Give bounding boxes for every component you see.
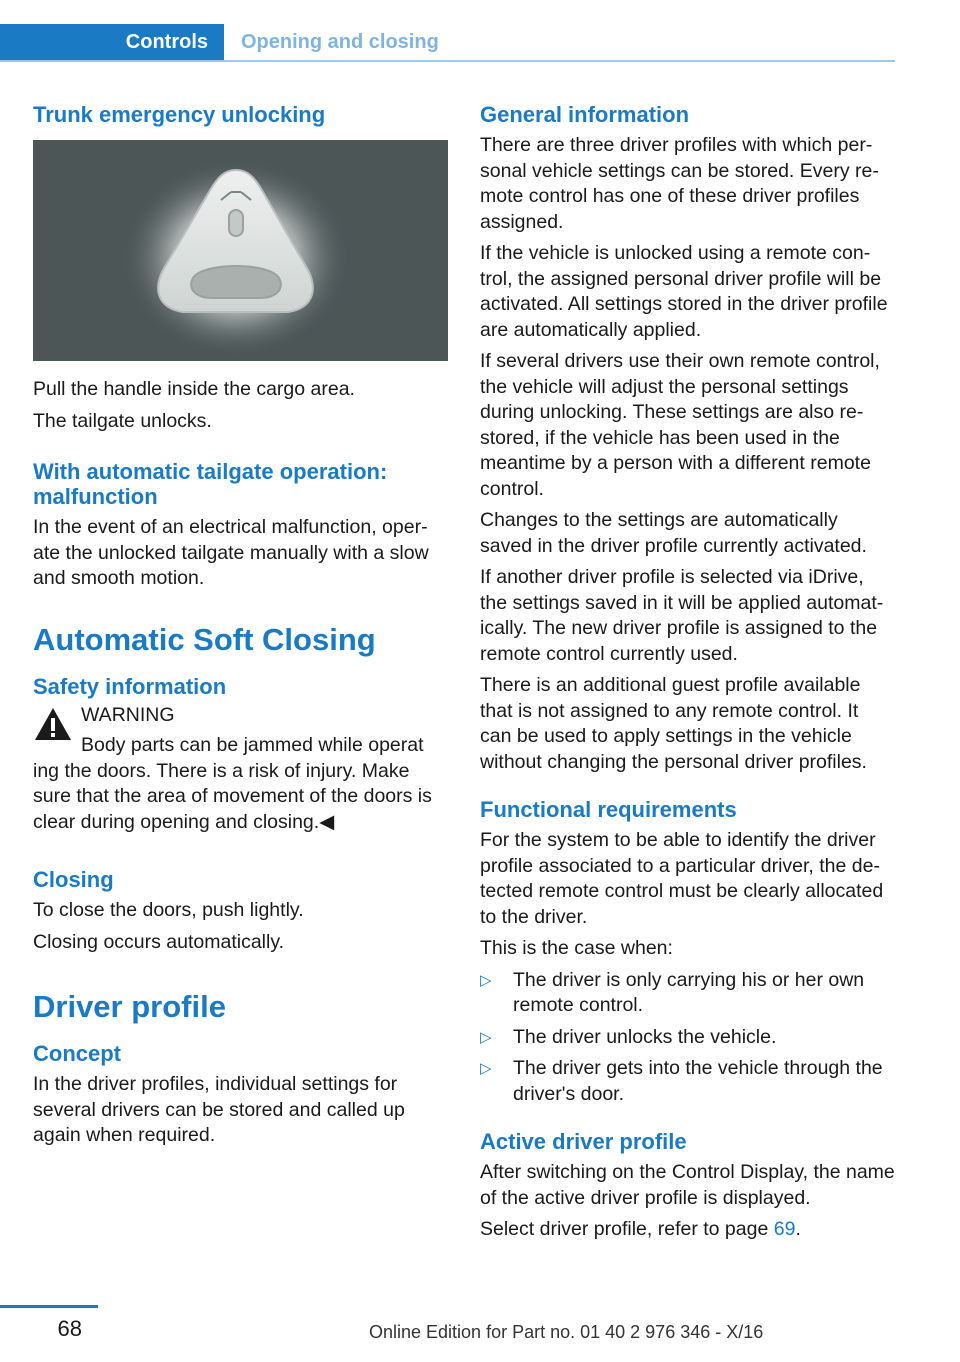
left-column [33, 102, 448, 1149]
closing-paragraph-1: To close the doors, push lightly. [33, 899, 304, 921]
warning-label: WARNING [81, 703, 175, 726]
edition-footer: Online Edition for Part no. 01 40 2 976 346 - X/16 [369, 1322, 764, 1342]
closing-heading: Closing [33, 867, 114, 892]
list-item: ▷ The driver gets into the vehicle through the driver's door. [480, 1057, 883, 1105]
trunk-paragraph-1: Pull the handle inside the cargo area. [33, 378, 355, 400]
general-paragraph-2: If the vehicle is unlocked using a remote control, the assigned personal driver profile will be activated. All settings stored in the driver profile are automatically applied. [480, 242, 888, 341]
list-item: ▷ The driver unlocks the vehicle. [480, 1025, 895, 1051]
driver-profile-title: Driver profile [33, 989, 226, 1024]
warning-block [33, 703, 448, 836]
auto-tailgate-paragraph: In the event of an electrical malfunction, operate the unlocked tailgate manually with a slow and smooth motion. [33, 516, 429, 589]
general-paragraph-1: There are three driver profiles with which personal vehicle settings can be stored. Every remote control has one of these driver profiles assigned. [480, 134, 879, 233]
closing-paragraph-2: Closing occurs automatically. [33, 930, 285, 953]
tailgate-handle-image [33, 140, 448, 361]
general-paragraph-5: If another driver profile is selected via iDrive, the settings saved in it will be applied automatically. The new driver profile is assigned to the remote control currently used. [480, 566, 884, 665]
general-paragraph-6: There is an additional guest profile available that is not assigned to any remote control. It can be used to apply settings in the vehicle without changing the personal driver profiles. [480, 674, 867, 773]
tab-opening-and-closing[interactable]: Opening and closing [241, 31, 439, 53]
right-column [480, 102, 895, 1243]
auto-tailgate-heading: With automatic tailgate operation: malfunction [33, 459, 388, 509]
warning-triangle-icon [33, 706, 73, 742]
bullet-triangle-icon: ▷ [480, 1028, 492, 1046]
bullet-triangle-icon: ▷ [480, 1060, 492, 1077]
trunk-paragraph-2: The tailgate unlocks. [33, 409, 212, 432]
page-reference-link[interactable]: 69 [773, 1218, 796, 1240]
general-paragraph-4: Changes to the settings are automatically saved in the driver profile currently activated. [480, 509, 867, 557]
general-paragraph-3: If several drivers use their own remote control, the vehicle will adjust the personal settings during unlocking. These settings are also restored, if the vehicle has been used in the meantime by a person with a different remote control. [480, 350, 880, 500]
header-divider [0, 60, 895, 62]
functional-paragraph-2: This is the case when: [480, 937, 673, 959]
functional-requirements-heading: Functional requirements [480, 797, 737, 822]
trunk-handle-photo [33, 140, 448, 361]
active-profile-heading: Active driver profile [480, 1129, 687, 1154]
concept-paragraph: In the driver profiles, individual settings for several drivers can be stored and called up again when required. [33, 1073, 405, 1146]
tab-controls[interactable]: Controls [0, 24, 224, 61]
page-number: 68 [57, 1316, 82, 1341]
general-info-heading: General information [480, 102, 690, 127]
soft-closing-title: Automatic Soft Closing [33, 621, 376, 657]
page-header [0, 0, 895, 62]
active-paragraph-1: After switching on the Control Display, the name of the active driver profile is displayed. [480, 1161, 895, 1209]
trunk-heading: Trunk emergency unlocking [33, 102, 326, 127]
bullet-triangle-icon: ▷ [480, 971, 492, 989]
concept-heading: Concept [33, 1041, 121, 1066]
list-item: ▷ The driver is only carrying his or her own remote control. [480, 968, 865, 1016]
active-paragraph-2: Select driver profile, refer to page 69. [480, 1218, 801, 1240]
safety-heading: Safety information [33, 673, 227, 699]
requirements-list [480, 968, 895, 1108]
functional-paragraph-1: For the system to be able to identify the driver profile associated to a particular driver, the detected remote control must be clearly allocated to the driver. [480, 829, 884, 928]
footer-divider [0, 1305, 98, 1308]
warning-text-first: Body parts can be jammed while operat [81, 734, 424, 756]
warning-text-rest: ing the doors. There is a risk of injury. Make sure that the area of movement of the doors is clear during opening and closing.◀ [33, 759, 432, 833]
